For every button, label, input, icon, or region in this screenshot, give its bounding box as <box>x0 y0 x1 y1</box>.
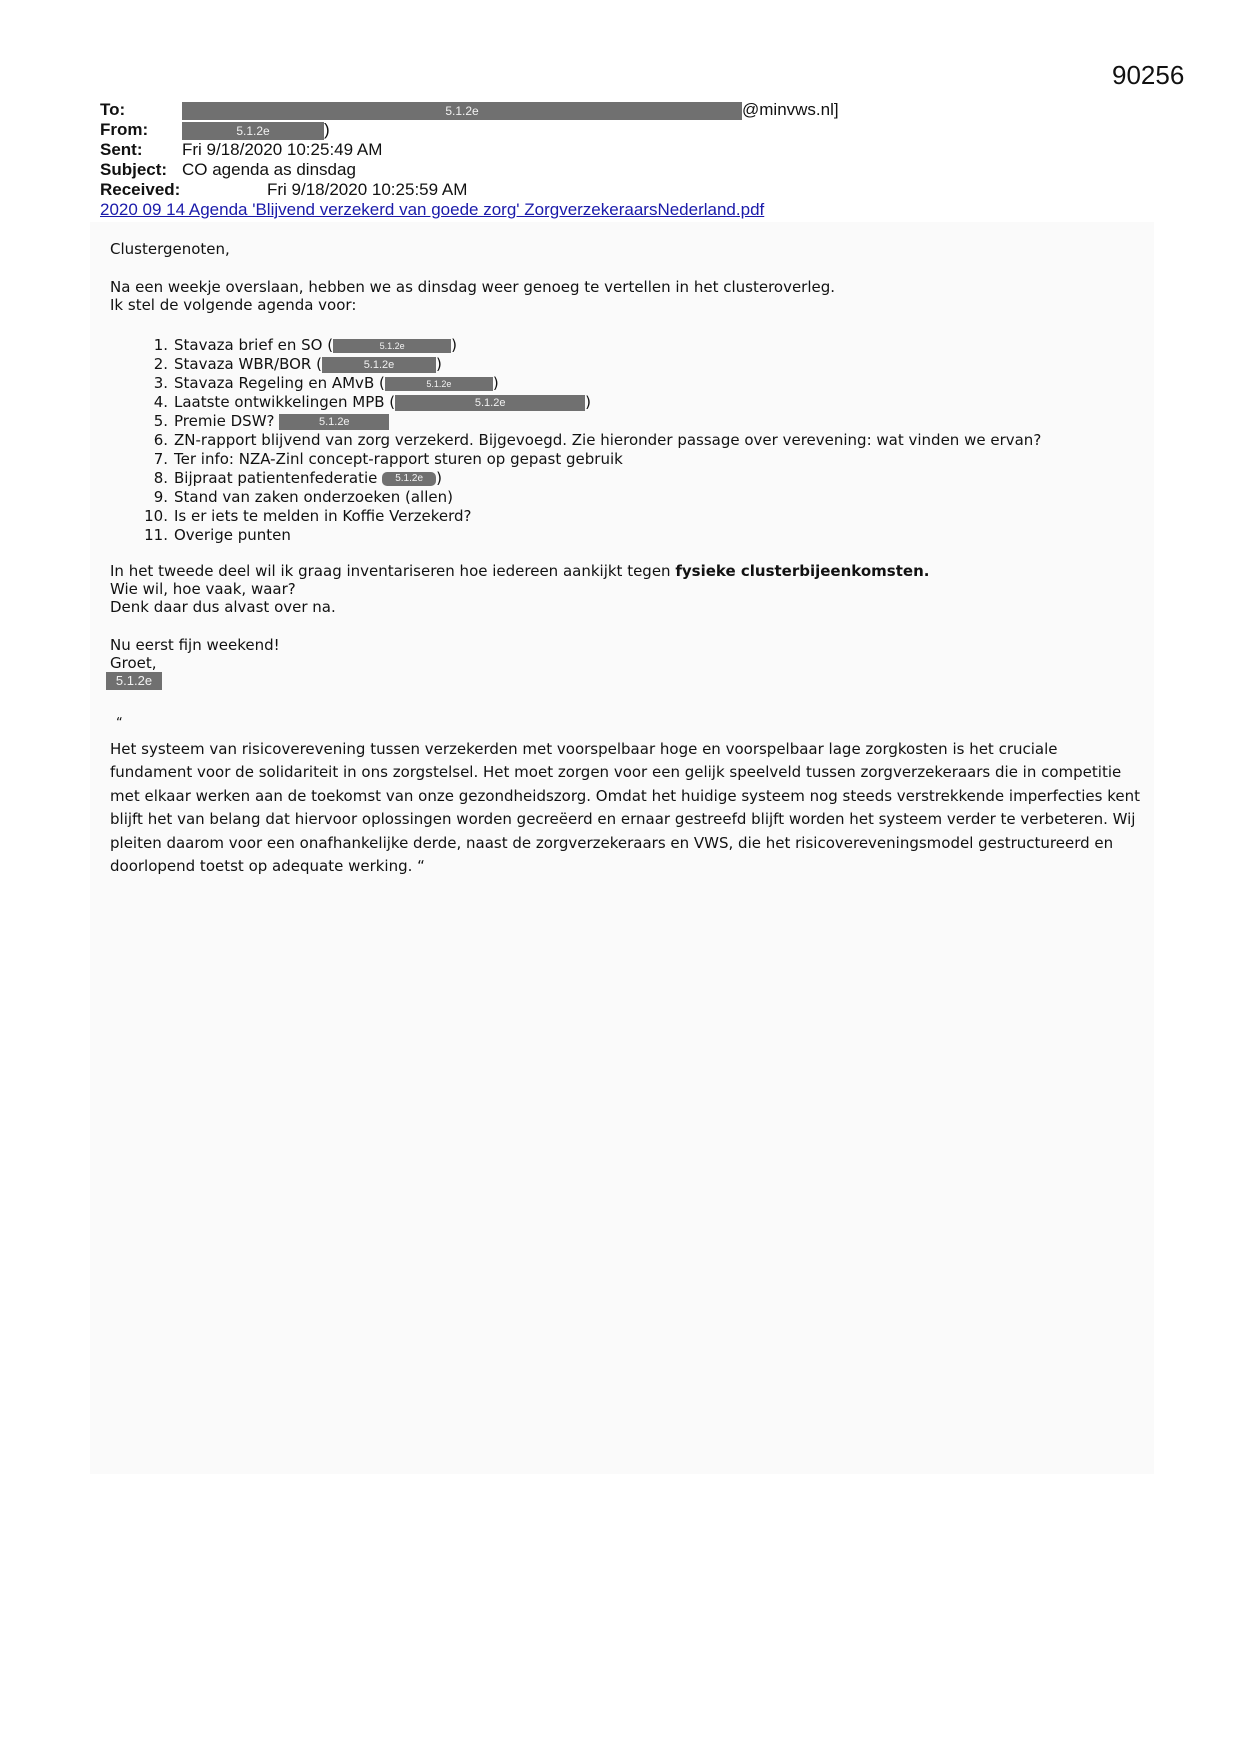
open-quote-mark: “ <box>116 716 123 731</box>
agenda-list <box>130 336 1041 545</box>
signature-redaction: 5.1.2e <box>106 672 162 690</box>
agenda-redaction: 5.1.2e <box>395 395 585 411</box>
agenda-redaction: 5.1.2e <box>385 377 493 391</box>
intro-line-1: Na een weekje overslaan, hebben we as dinsdag weer genoeg te vertellen in het clusteroverleg. <box>110 278 836 296</box>
agenda-item: 6. ZN-rapport blijvend van zorg verzekerd. Bijgevoegd. Zie hieronder passage over verevening: wat vinden we ervan? <box>153 431 1042 449</box>
signature <box>106 672 162 690</box>
received-value: Fri 9/18/2020 10:25:59 AM <box>267 180 468 199</box>
agenda-item: 2. Stavaza WBR/BOR ( 5.1.2e ) <box>153 355 442 373</box>
from-label: From: <box>100 120 149 139</box>
quoted-passage: Het systeem van risicoverevening tussen verzekerden met voorspelbaar hoge en voorspelbaar lage zorgkosten is het cruciale fundament voor de solidariteit in ons zorgstelsel. Het moet zorgen voor een gelijk speelveld tussen zorgverzekeraars die in competitie met elkaar werken aan de toekomst van onze gezondheidszorg. Omdat het huidige systeem nog steeds verstrekkende imperfecties kent blijft het van belang dat hiervoor oplossingen worden gecreëerd en ernaar gestreefd blijft worden het systeem verder te verbeteren. Wij pleiten daarom voor een onafhankelijke derde, naast de zorgverzekeraars en VWS, die het risicovereveningsmodel gestructureerd en doorlopend toetst op adequate werking. “ <box>110 740 1141 876</box>
agenda-item: 11. Overige punten <box>144 526 291 544</box>
from-close: ) <box>324 120 330 139</box>
to-redaction: 5.1.2e <box>182 102 742 120</box>
intro-line-2: Ik stel de volgende agenda voor: <box>110 296 357 314</box>
from-redaction: 5.1.2e <box>182 122 324 140</box>
agenda-redaction: 5.1.2e <box>322 357 436 373</box>
agenda-item: 4. Laatste ontwikkelingen MPB ( 5.1.2e ) <box>153 393 592 411</box>
closing-1: Nu eerst fijn weekend! <box>110 636 280 654</box>
agenda-item: 7. Ter info: NZA-Zinl concept-rapport sturen op gepast gebruik <box>153 450 623 468</box>
agenda-item: 10. Is er iets te melden in Koffie Verzekerd? <box>144 507 472 525</box>
agenda-redaction: 5.1.2e <box>333 339 451 353</box>
agenda-item: 9. Stand van zaken onderzoeken (allen) <box>153 488 453 506</box>
attachment-link[interactable]: 2020 09 14 Agenda 'Blijvend verzekerd van goede zorg' ZorgverzekeraarsNederland.pdf <box>100 200 765 219</box>
agenda-item: 8. Bijpraat patientenfederatie 5.1.2e ) <box>153 469 442 487</box>
received-label: Received: <box>100 180 181 199</box>
part2-line-2: Wie wil, hoe vaak, waar? <box>110 580 296 598</box>
to-label: To: <box>100 100 126 119</box>
subject-label: Subject: <box>100 160 168 179</box>
agenda-item: 5. Premie DSW? 5.1.2e <box>130 412 1041 431</box>
part2-line-3: Denk daar dus alvast over na. <box>110 598 336 616</box>
closing-2: Groet, <box>110 654 157 672</box>
agenda-redaction: 5.1.2e <box>279 414 389 430</box>
agenda-redaction: 5.1.2e <box>382 472 436 486</box>
to-domain: @minvws.nl] <box>742 100 839 119</box>
agenda-item: 3. Stavaza Regeling en AMvB ( 5.1.2e ) <box>153 374 499 392</box>
greeting: Clustergenoten, <box>110 240 230 258</box>
part2-bold: fysieke clusterbijeenkomsten. <box>675 562 930 580</box>
sent-value: Fri 9/18/2020 10:25:49 AM <box>182 140 383 159</box>
document-number: 90256 <box>1112 60 1185 90</box>
subject-value: CO agenda as dinsdag <box>182 160 356 179</box>
agenda-item: 1. Stavaza brief en SO ( 5.1.2e ) <box>153 336 457 354</box>
part2-line-1: In het tweede deel wil ik graag inventariseren hoe iedereen aankijkt tegen fysieke clusterbijeenkomsten. <box>110 562 930 580</box>
sent-label: Sent: <box>100 140 143 159</box>
